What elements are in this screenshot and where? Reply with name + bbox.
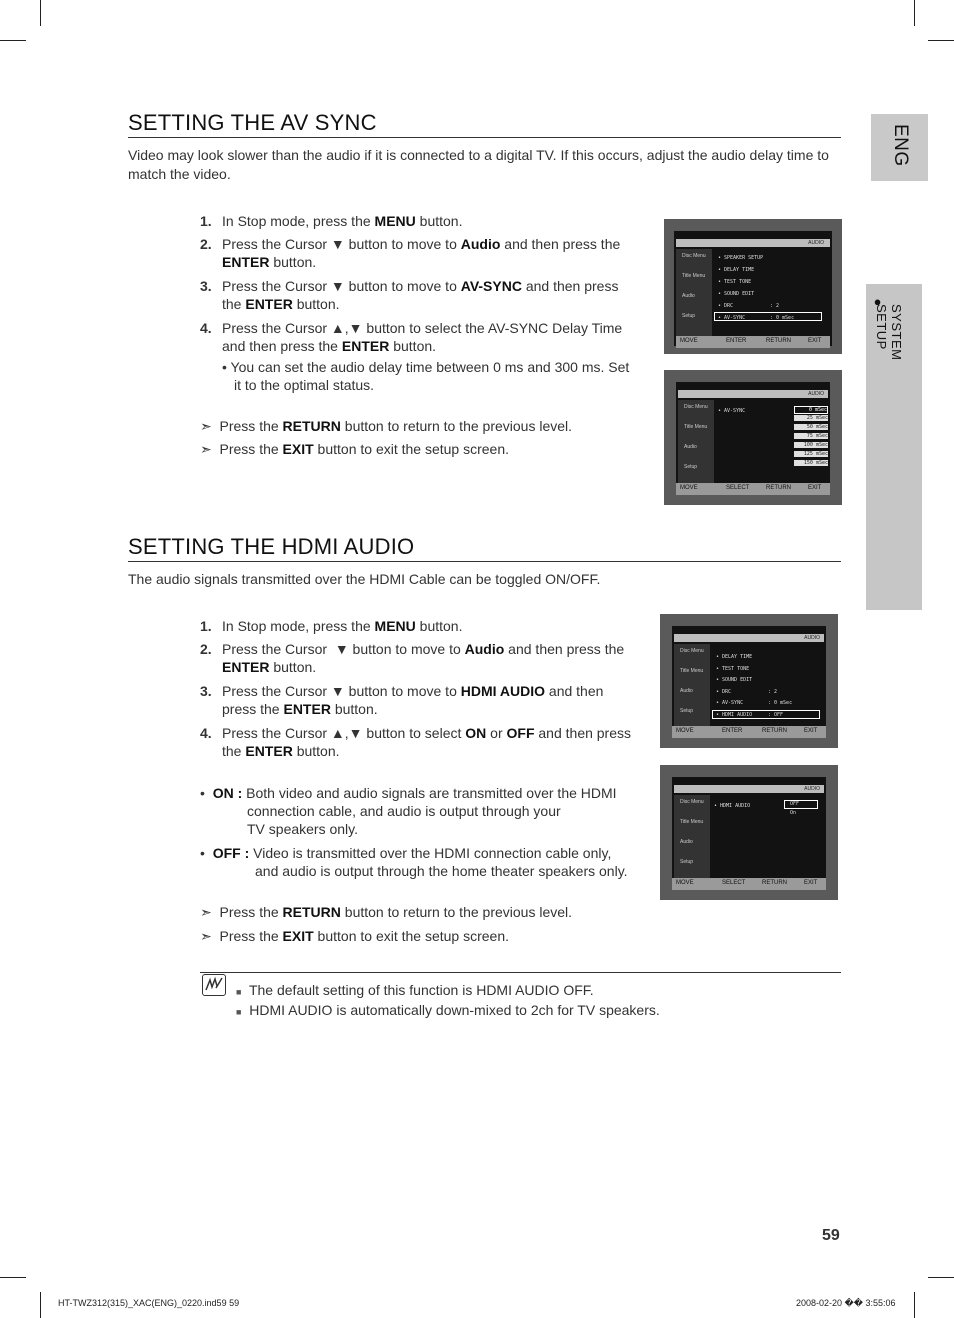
screen-side-label: Disc Menu [684,404,708,410]
step-text: Press the Cursor ▼ button to move to Audio and then press the ENTER button. [222,236,621,270]
footer-move: MOVE [680,485,698,491]
screen-menu-value: : 0 mSec [768,700,793,706]
step-text: Press the Cursor ▲,▼ button to select ON or OFF and then press the ENTER button. [222,725,632,759]
screen-sidebar [676,249,712,340]
footer-exit: EXIT [804,880,818,886]
crop-mark [0,40,26,41]
note-divider [200,972,841,973]
footer-move: MOVE [676,880,694,886]
language-tab [871,114,928,181]
screen-menu-item: • HDMI AUDIO [716,711,753,718]
screen-header-label: AUDIO [804,786,820,792]
screen-side-label: Title Menu [680,819,704,825]
footer-file-info: HT-TWZ312(315)_XAC(ENG)_0220.ind59 59 [58,1298,240,1308]
screen-side-label: Disc Menu [680,648,704,654]
screen-header [674,785,824,793]
screen-sidebar [674,644,710,732]
screen-menu-item: • AV-SYNC [716,700,744,706]
screen-menu-value: : 0 mSec [770,315,795,321]
note-item: ■ The default setting of this function is HDMI AUDIO OFF. [236,982,594,998]
footer-enter: ENTER [726,338,747,344]
crop-mark [40,0,41,26]
hdmi-on-line: connection cable, and audio is output through your [247,803,561,819]
screen-side-label: Setup [682,313,696,319]
screen-side-label: Setup [684,464,698,470]
screen-side-label: Disc Menu [680,799,704,805]
screen-option: 25 mSec [794,415,828,421]
footer-exit: EXIT [804,728,818,734]
screen-menu-item: • TEST TONE [718,279,752,285]
av-sync-bullet-line: • You can set the audio delay time between 0 ms and 300 ms. Set [222,359,630,375]
screen-menu-value: : 2 [770,303,780,309]
screen-side-label: Audio [682,293,695,299]
av-sync-return-note: ➣ Press the RETURN button to return to the previous level. [200,418,573,434]
hdmi-on-line: TV speakers only. [247,821,359,837]
note-text: HDMI AUDIO is automatically down-mixed to 2ch for TV speakers. [249,1002,660,1018]
av-sync-intro-line: Video may look slower than the audio if it is connected to a digital TV. If this occurs, adjust the audio delay time to [128,147,829,163]
step-text: Press the Cursor ▲,▼ button to select the AV-SYNC Delay Time and then press the ENTER button. [222,320,623,354]
footer-return: RETURN [762,728,787,734]
screen-menu-item: • DRC [716,688,732,695]
screen-menu-item: • SPEAKER SETUP [718,255,764,261]
screen-option: 0 mSec [794,406,828,414]
footer-enter: ENTER [722,728,743,734]
av-sync-bullet [222,358,630,394]
screen-menu-item: • AV-SYNC [718,315,746,321]
screen-menu-item: • DELAY TIME [718,267,755,273]
screen-sidebar [678,400,714,489]
screen-header [678,390,828,398]
screen-menu-item: • AV-SYNC [718,408,746,414]
footer-return: RETURN [766,485,791,491]
av-sync-exit-text: Press the EXIT button to exit the setup screen. [219,441,510,457]
screen-menu-item: • SOUND EDIT [718,291,755,297]
av-sync-bullet-line: it to the optimal status. [234,377,375,393]
footer-select: SELECT [722,880,746,886]
language-tab-label: ENG [890,124,911,167]
crop-mark [914,0,915,26]
screen-menu-item: • HDMI AUDIO [714,803,751,809]
screen-footer [672,878,826,890]
footer-return: RETURN [762,880,787,886]
screen-header-label: AUDIO [804,635,820,641]
audio-menu-screenshot [664,219,842,354]
note-icon [202,974,226,996]
av-sync-return-text: Press the RETURN button to return to the previous level. [219,418,573,434]
screen-option: 50 mSec [794,424,828,430]
screen-footer [676,336,830,348]
crop-mark [928,40,954,41]
screen-sidebar [674,795,710,884]
screen-menu-value: : 2 [768,688,778,695]
screen-header [674,634,824,642]
step-number: 1. [200,618,212,634]
hdmi-on-description: • ON : Both video and audio signals are transmitted over the HDMI connection cable, and audio is output through your TV speakers only. [200,785,617,837]
step-number: 3. [200,278,212,294]
crop-mark [0,1277,26,1278]
step-number: 3. [200,683,212,699]
screen-side-label: Title Menu [682,273,706,279]
screen-menu-item: • SOUND EDIT [716,677,753,683]
screen-header-label: AUDIO [808,240,824,246]
screen-side-label: Title Menu [680,668,704,674]
hdmi-audio-intro: The audio signals transmitted over the HDMI Cable can be toggled ON/OFF. [128,571,601,587]
footer-timestamp: 2008-02-20 �� 3:55:06 [796,1298,896,1308]
screen-footer [676,483,830,495]
page-number: 59 [822,1227,840,1244]
hdmi-audio-menu-screenshot [660,614,838,748]
screen-side-label: Audio [680,839,693,845]
crop-mark [40,1292,41,1318]
hdmi-off-line: and audio is output through the home theater speakers only. [255,863,628,879]
footer-move: MOVE [676,728,694,734]
hdmi-exit-text: Press the EXIT button to exit the setup screen. [219,928,510,944]
hdmi-return-note: ➣ Press the RETURN button to return to the previous level. [200,904,573,920]
screen-option: OFF [790,801,800,807]
selection-highlight [712,710,820,719]
screen-header-label: AUDIO [808,391,824,397]
footer-return: RETURN [766,338,791,344]
screen-option: 125 mSec [794,451,828,457]
screen-side-label: Audio [680,688,693,694]
footer-exit: EXIT [808,485,822,491]
footer-exit: EXIT [808,338,822,344]
screen-option: 150 mSec [794,460,828,466]
screen-footer [672,726,826,738]
crop-mark [928,1277,954,1278]
step-number: 2. [200,641,212,657]
hdmi-return-text: Press the RETURN button to return to the previous level. [219,904,573,920]
screen-option: 75 mSec [794,433,828,439]
hdmi-audio-options-screenshot [660,765,838,900]
hdmi-audio-title: SETTING THE HDMI AUDIO [128,534,841,562]
step-number: 4. [200,320,212,336]
screen-option: 100 mSec [794,442,828,448]
step-number: 1. [200,213,212,229]
footer-select: SELECT [726,485,750,491]
note-text: The default setting of this function is HDMI AUDIO OFF. [248,982,594,998]
screen-side-label: Disc Menu [682,253,706,259]
screen-side-label: Audio [684,444,697,450]
screen-option: On [790,810,797,816]
screen-side-label: Setup [680,708,694,714]
av-sync-exit-note: ➣ Press the EXIT button to exit the setup screen. [200,441,510,457]
note-item: ■ HDMI AUDIO is automatically down-mixed to 2ch for TV speakers. [236,1002,660,1018]
screen-menu-item: • TEST TONE [716,665,750,672]
step-number: 2. [200,236,212,252]
step-number: 4. [200,725,212,741]
section-tab [866,284,922,610]
step-text: Press the Cursor ▼ button to move to HDMI AUDIO and then press the ENTER button. [222,683,604,717]
screen-menu-item: • DRC [718,303,734,309]
av-sync-intro [128,146,838,184]
av-sync-intro-line: match the video. [128,166,231,182]
screen-side-label: Setup [680,859,694,865]
selection-highlight [714,312,822,321]
step-text: Press the Cursor ▼ button to move to AV-SYNC and then press the ENTER button. [222,278,619,312]
hdmi-off-description: • OFF : Video is transmitted over the HDMI connection cable only, and audio is output through the home theater speakers only. [200,845,628,879]
screen-menu-value: : OFF [768,711,784,718]
crop-mark [914,1292,915,1318]
hdmi-on-line: ON : Both video and audio signals are transmitted over the HDMI [212,785,617,801]
screen-menu-item: • DELAY TIME [716,654,753,660]
step-text: Press the Cursor ▼ button to move to Audio and then press the ENTER button. [222,641,625,675]
screen-header [676,239,830,247]
hdmi-off-line: OFF : Video is transmitted over the HDMI connection cable only, [212,845,612,861]
hdmi-exit-note: ➣ Press the EXIT button to exit the setup screen. [200,928,510,944]
step-text: In Stop mode, press the MENU button. [222,213,463,229]
av-sync-title: SETTING THE AV SYNC [128,110,841,138]
av-sync-options-screenshot [664,370,842,505]
section-tab-label: ● SYSTEM SETUP [870,294,904,361]
screen-side-label: Title Menu [684,424,708,430]
footer-move: MOVE [680,338,698,344]
step-text: In Stop mode, press the MENU button. [222,618,463,634]
